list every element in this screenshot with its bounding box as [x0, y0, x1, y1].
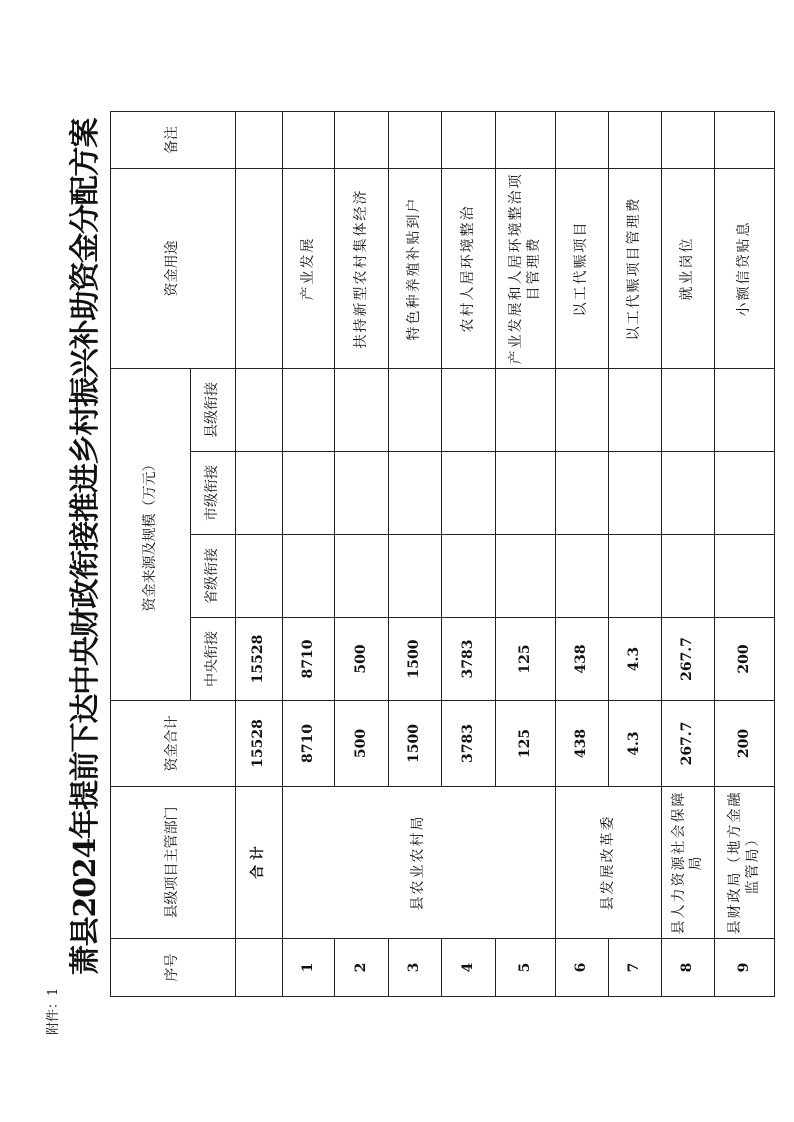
page-title: 萧县2024年提前下达中央财政衔接推进乡村振兴补助资金分配方案	[68, 118, 103, 976]
row-municipal	[335, 452, 389, 535]
dept-finance: 县财政局（地方金融监管局）	[715, 787, 775, 939]
summary-provincial	[236, 535, 283, 618]
row-central: 267.7	[662, 618, 715, 701]
header-seq: 序号	[111, 939, 236, 997]
row-usage: 以工代赈项目	[556, 169, 609, 369]
row-total: 500	[335, 701, 389, 787]
row-central: 1500	[389, 618, 442, 701]
row-seq: 4	[442, 939, 496, 997]
summary-label: 合 计	[236, 787, 283, 939]
row-county	[335, 369, 389, 452]
dept-agri: 县农业农村局	[283, 787, 556, 939]
row-central: 8710	[283, 618, 335, 701]
row-seq: 3	[389, 939, 442, 997]
row-provincial	[496, 535, 556, 618]
row-county	[389, 369, 442, 452]
row-county	[662, 369, 715, 452]
header-dept: 县级项目主管部门	[111, 787, 236, 939]
row-seq: 5	[496, 939, 556, 997]
summary-row	[236, 112, 283, 997]
row-county	[283, 369, 335, 452]
header-central: 中央衔接	[191, 618, 236, 701]
attachment-label: 附件：1	[46, 987, 61, 1035]
row-county	[556, 369, 609, 452]
dept-hr: 县人力资源社会保障局	[662, 787, 715, 939]
row-usage: 以工代赈项目管理费	[609, 169, 662, 369]
row-provincial	[389, 535, 442, 618]
row-municipal	[715, 452, 775, 535]
row-central: 3783	[442, 618, 496, 701]
row-provincial	[335, 535, 389, 618]
row-remark	[496, 112, 556, 169]
row-total: 200	[715, 701, 775, 787]
row-seq: 7	[609, 939, 662, 997]
row-usage: 特色种养殖补贴到户	[389, 169, 442, 369]
header-remark: 备注	[111, 112, 236, 169]
row-remark	[389, 112, 442, 169]
table-row	[715, 112, 775, 997]
summary-total: 15528	[236, 701, 283, 787]
row-municipal	[283, 452, 335, 535]
row-seq: 9	[715, 939, 775, 997]
row-provincial	[715, 535, 775, 618]
row-provincial	[442, 535, 496, 618]
row-remark	[662, 112, 715, 169]
row-remark	[335, 112, 389, 169]
header-county: 县级衔接	[191, 369, 236, 452]
row-total: 3783	[442, 701, 496, 787]
row-central: 500	[335, 618, 389, 701]
row-county	[496, 369, 556, 452]
row-usage: 产业发展	[283, 169, 335, 369]
row-municipal	[556, 452, 609, 535]
row-usage: 小额信贷贴息	[715, 169, 775, 369]
row-central: 438	[556, 618, 609, 701]
row-municipal	[662, 452, 715, 535]
row-remark	[556, 112, 609, 169]
row-remark	[283, 112, 335, 169]
row-total: 8710	[283, 701, 335, 787]
row-total: 125	[496, 701, 556, 787]
row-usage: 扶持新型农村集体经济	[335, 169, 389, 369]
row-remark	[715, 112, 775, 169]
row-municipal	[389, 452, 442, 535]
header-municipal: 市级衔接	[191, 452, 236, 535]
summary-central: 15528	[236, 618, 283, 701]
summary-county	[236, 369, 283, 452]
row-remark	[442, 112, 496, 169]
table-row	[556, 112, 609, 997]
row-total: 1500	[389, 701, 442, 787]
row-county	[609, 369, 662, 452]
allocation-table	[110, 111, 775, 997]
row-seq: 1	[283, 939, 335, 997]
row-usage: 农村人居环境整治	[442, 169, 496, 369]
row-total: 438	[556, 701, 609, 787]
row-seq: 2	[335, 939, 389, 997]
summary-seq	[236, 939, 283, 997]
row-central: 125	[496, 618, 556, 701]
row-central: 200	[715, 618, 775, 701]
row-remark	[609, 112, 662, 169]
row-provincial	[609, 535, 662, 618]
row-county	[715, 369, 775, 452]
row-county	[442, 369, 496, 452]
header-usage: 资金用途	[111, 169, 236, 369]
header-row-1	[111, 112, 191, 997]
row-usage: 产业发展和人居环境整治项目管理费	[496, 169, 556, 369]
table-row	[662, 112, 715, 997]
dept-reform: 县发展改革委	[556, 787, 662, 939]
summary-usage	[236, 169, 283, 369]
row-provincial	[662, 535, 715, 618]
row-seq: 8	[662, 939, 715, 997]
row-municipal	[442, 452, 496, 535]
row-seq: 6	[556, 939, 609, 997]
row-total: 4.3	[609, 701, 662, 787]
row-provincial	[556, 535, 609, 618]
summary-remark	[236, 112, 283, 169]
header-source-group: 资金来源及规模（万元）	[111, 369, 191, 701]
summary-municipal	[236, 452, 283, 535]
row-total: 267.7	[662, 701, 715, 787]
row-usage: 就业岗位	[662, 169, 715, 369]
row-municipal	[496, 452, 556, 535]
header-provincial: 省级衔接	[191, 535, 236, 618]
table-row	[283, 112, 335, 997]
row-central: 4.3	[609, 618, 662, 701]
row-provincial	[283, 535, 335, 618]
row-municipal	[609, 452, 662, 535]
header-total: 资金合计	[111, 701, 236, 787]
